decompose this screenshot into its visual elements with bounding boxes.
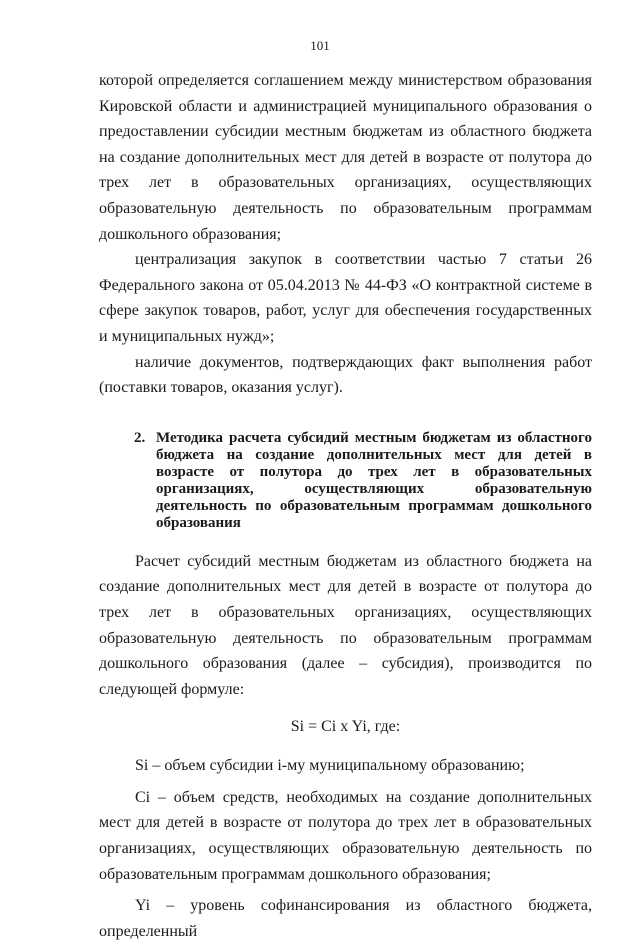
section-number: 2. <box>134 429 146 446</box>
section-title: Методика расчета субсидий местным бюджетам из областного бюджета на создание дополнительных мест для детей в возрасте от полутора до трех лет в образовательных организациях, осуществляющих образовательную деятельность по образовательным программам дошкольного образования <box>156 429 592 531</box>
paragraph-centralization: централизация закупок в соответствии частью 7 статьи 26 Федерального закона от 05.04.2013 № 44-ФЗ «О контрактной системе в сфере закупок товаров, работ, услуг для обеспечения государственных и муниципальных нужд»; <box>99 251 592 345</box>
document-body <box>99 68 592 944</box>
paragraph-intro: Расчет субсидий местным бюджетам из областного бюджета на создание дополнительных мест для детей в возрасте от полутора до трех лет в образовательных организациях, осуществляющих образовательную деятельность по образовательным программам дошкольного образования (далее – субсидия), производится по следующей формуле: <box>99 552 592 698</box>
definition-yi: Yi – уровень софинансирования из областного бюджета, определенный <box>99 897 592 940</box>
section-heading <box>134 430 592 532</box>
definition-si: Si – объем субсидии i-му муниципальному образованию; <box>135 757 525 775</box>
paragraph-documents: наличие документов, подтверждающих факт выполнения работ (поставки товаров, оказания услуг). <box>99 353 592 397</box>
page-number: 101 <box>310 38 330 53</box>
paragraph-continuation: которой определяется соглашением между министерством образования Кировской области и администрацией муниципального образования о предоставлении субсидии местным бюджетам из областного бюджета на создание дополнительных мест для детей в возрасте от полутора до трех лет в образовательных организациях, осуществляющих образовательную деятельность по образовательным программам дошкольного образования; <box>99 72 592 243</box>
formula: Si = Ci x Yi, где: <box>290 718 401 736</box>
heading-spacer <box>99 532 592 549</box>
definition-ci: Ci – объем средств, необходимых на создание дополнительных мест для детей в возрасте от полутора до трех лет в образовательных организациях, осуществляющих образовательную деятельность по образовательным программам дошкольного образования; <box>99 788 592 883</box>
